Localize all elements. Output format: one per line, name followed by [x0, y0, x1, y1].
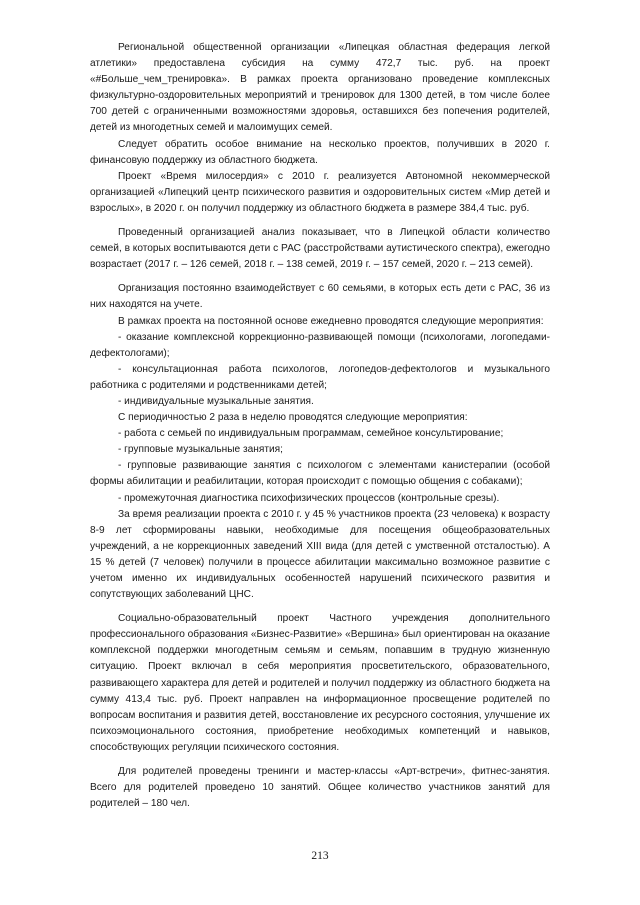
- paragraph-parent-trainings: Для родителей проведены тренинги и мастер-классы «Арт-встречи», фитнес-занятия. Всего для родителей проведено 10 занятий. Общее количество участников занятий для родителей – 180 чел.: [90, 766, 550, 810]
- list-item-music-lessons: - индивидуальные музыкальные занятия.: [118, 395, 314, 407]
- paragraph-ras-analysis: Проведенный организацией анализ показывает, что в Липецкой области количество семей, в которых воспитываются дети с РАС (расстройствами аутистического спектра), ежегодно возрастает (2017 г. – 126 семей, 2018 г. – 138 семей, 2019 г. – 157 семей, 2020 г. – 213 семей).: [90, 227, 550, 271]
- paragraph-vershina-project: Социально-образовательный проект Частного учреждения дополнительного профессионального образования «Бизнес-Развитие» «Вершина» был ориентирован на оказание комплексной поддержки многодетным семьям и семьям, попавшим в трудную жизненную ситуацию. Проект включал в себя мероприятия просветительского, образовательного, развивающего характера для детей и родителей и получил поддержку из областного бюджета на сумму 413,4 тыс. руб. Проект направлен на информационное просвещение родителей по вопросам воспитания и развития детей, восстановление их ресурсного состояния, улучшение их психоэмоционального состояния, приобретение необходимых компетенций и навыков, способствующих регуляции психического состояния.: [90, 613, 550, 753]
- paragraph-notable-projects: Следует обратить особое внимание на несколько проектов, получивших в 2020 г. финансовую поддержку из областного бюджета.: [90, 138, 550, 166]
- paragraph-daily-activities-intro: В рамках проекта на постоянной основе ежедневно проводятся следующие мероприятия:: [118, 315, 544, 327]
- paragraph-project-results: За время реализации проекта с 2010 г. у 45 % участников проекта (23 человека) к возрасту 8-9 лет сформированы навыки, необходимые для посещения общеобразовательных учреждений, а не коррекционных заведений XIII вида (для детей с умственной отсталостью). А 15 % детей (7 человек) получили в процессе абилитации максимально возможное развитие с учетом именно их индивидуальных особенностей нарушений психического развития и сопутствующих заболеваний ЦНС.: [90, 508, 550, 601]
- list-item-family-work: - работа с семьей по индивидуальным программам, семейное консультирование;: [118, 428, 504, 440]
- page-number: 213: [311, 850, 329, 862]
- page-body: [90, 40, 550, 812]
- paragraph-athletics-subsidy: Региональной общественной организации «Липецкая областная федерация легкой атлетики» предоставлена субсидия на сумму 472,7 тыс. руб. на проект «#Больше_чем_тренировка». В рамках проекта организовано проведение комплексных физкультурно-оздоровительных мероприятий и тренировок для 1300 детей, в том числе более 700 детей с ограниченными возможностями здоровья, оставшихся без попечения родителей, детей из многодетных семей и малоимущих семей.: [90, 42, 550, 134]
- list-item-group-music: - групповые музыкальные занятия;: [118, 444, 283, 456]
- paragraph-weekly-activities-intro: С периодичностью 2 раза в неделю проводятся следующие мероприятия:: [118, 412, 468, 424]
- paragraph-families: Организация постоянно взаимодействует с 60 семьями, в которых есть дети с РАС, 36 из них находятся на учете.: [90, 283, 550, 311]
- list-item-canistherapy: - групповые развивающие занятия с психологом с элементами канистерапии (особой формы абилитации и реабилитации, которая происходит с помощью общения с собаками);: [90, 460, 550, 488]
- list-item-consultation: - консультационная работа психологов, логопедов-дефектологов и музыкального работника с родителями и родственниками детей;: [90, 363, 550, 391]
- paragraph-mercy-project: Проект «Время милосердия» с 2010 г. реализуется Автономной некоммерческой организацией «Липецкий центр психического развития и оздоровительных систем «Мир детей и взрослых», в 2020 г. он получил поддержку из областного бюджета в размере 384,4 тыс. руб.: [90, 170, 550, 214]
- list-item-diagnostics: - промежуточная диагностика психофизических процессов (контрольные срезы).: [118, 492, 500, 504]
- list-item-correction-help: - оказание комплексной коррекционно-развивающей помощи (психологами, логопедами-дефектологами);: [90, 331, 550, 359]
